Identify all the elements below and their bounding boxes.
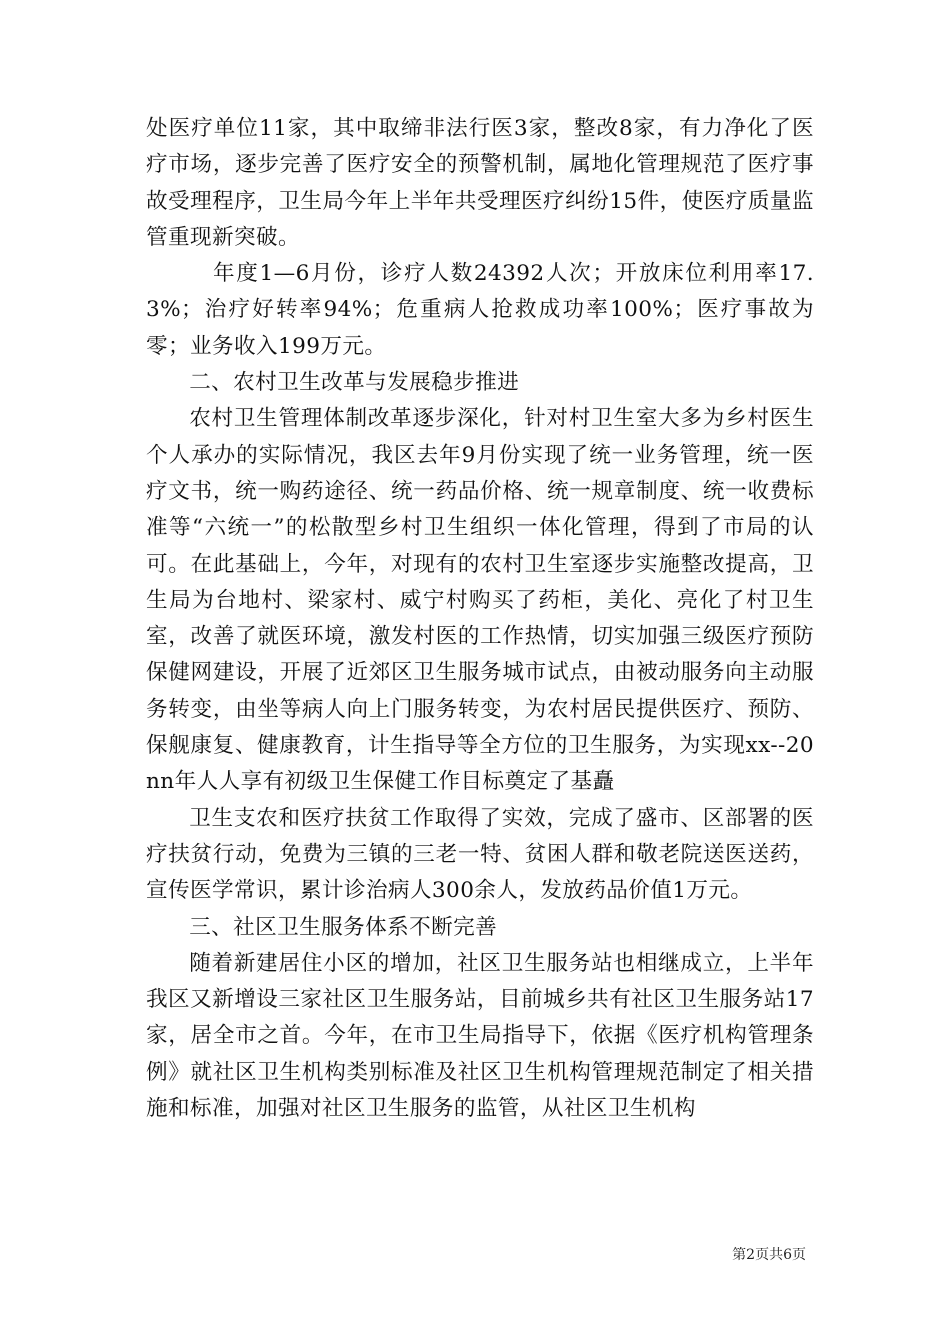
section-heading-rural-health: 二、农村卫生改革与发展稳步推进 <box>189 370 520 396</box>
paragraph-medical-supervision: 处医疗单位11家，其中取缔非法行医3家，整改8家，有力净化了医疗市场，逐步完善了医疗安全的预警机制，属地化管理规范了医疗事故受理程序，卫生局今年上半年共受理医疗纠纷15件，使医疗质量监管重现新突破。 <box>146 116 814 250</box>
page-number-footer: 第2页共6页 <box>732 1247 806 1263</box>
paragraph-poverty-aid: 卫生支农和医疗扶贫工作取得了实效，完成了盛市、区部署的医疗扶贫行动，免费为三镇的三老一特、贫困人群和敬老院送医送药，宣传医学常识，累计诊治病人300余人，发放药品价值1万元。 <box>146 805 814 904</box>
paragraph-community-service: 随着新建居住小区的增加，社区卫生服务站也相继成立，上半年我区又新增设三家社区卫生服务站，目前城乡共有社区卫生服务站17家，居全市之首。今年，在市卫生局指导下，依据《医疗机构管理条例》就社区卫生机构类别标准及社区卫生机构管理规范制定了相关措施和标准，加强对社区卫生服务的监管，从社区卫生机构 <box>146 950 814 1122</box>
section-heading-community-health: 三、社区卫生服务体系不断完善 <box>189 914 498 940</box>
paragraph-rural-reform: 农村卫生管理体制改革逐步深化，针对村卫生室大多为乡村医生个人承办的实际情况，我区去年9月份实现了统一业务管理，统一医疗文书，统一购药途径、统一药品价格、统一规章制度、统一收费标准等“六统一”的松散型乡村卫生组织一体化管理，得到了市局的认可。在此基础上，今年，对现有的农村卫生室逐步实施整改提高，卫生局为台地村、梁家村、威宁村购买了药柜，美化、亮化了村卫生室，改善了就医环境，激发村医的工作热情，切实加强三级医疗预防保健网建设，开展了近郊区卫生服务城市试点，由被动服务向主动服务转变，由坐等病人向上门服务转变，为农村居民提供医疗、预防、保舰康复、健康教育，计生指导等全方位的卫生服务，为实现xx--20nn年人人享有初级卫生保健工作目标奠定了基矗 <box>146 406 814 795</box>
paragraph-statistics: 年度1—6月份，诊疗人数24392人次；开放床位利用率17.3%；治疗好转率94%；危重病人抢救成功率100%；医疗事故为零；业务收入199万元。 <box>146 261 814 359</box>
document-body <box>146 111 814 1127</box>
